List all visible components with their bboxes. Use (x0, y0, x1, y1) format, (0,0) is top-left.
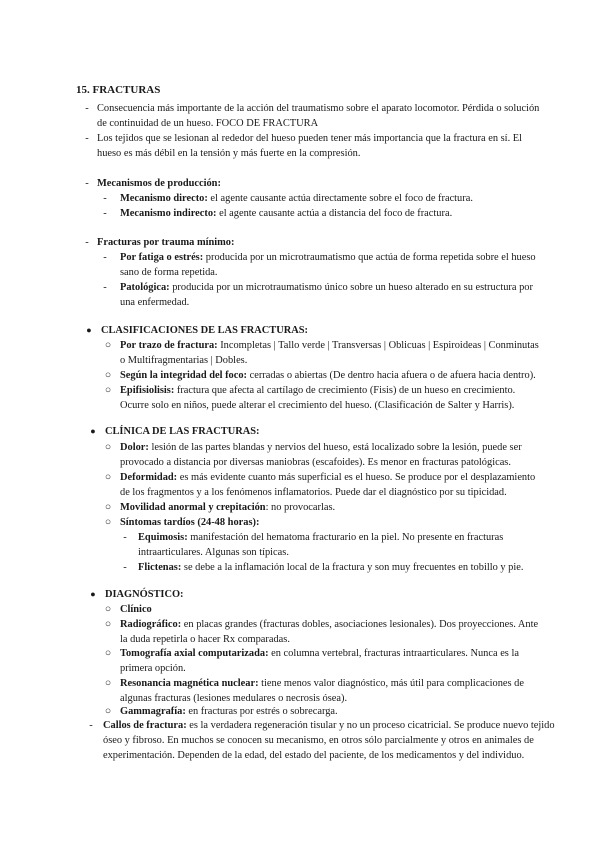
circle-marker: ○ (104, 678, 112, 689)
circle-marker: ○ (104, 370, 112, 381)
item-label: Equimosis: (138, 532, 188, 543)
item-text: tiene menos valor diagnóstico, más útil para complicaciones de algunas fracturas (lesiones medulares o necrosis ósea). (120, 678, 524, 704)
dash-marker: - (89, 720, 93, 731)
item-text: se debe a la inflamación local de la fractura y son muy frecuentes en tobillo y pie. (181, 562, 524, 573)
item-text: producida por un microtraumatismo único sobre un hueso alterado en su estructura por una enfermedad. (120, 282, 533, 308)
dash-marker: - (123, 562, 127, 573)
item-text: el agente causante actúa directamente sobre el foco de fractura. (207, 193, 473, 204)
item-text: manifestación del hematoma fracturario en la piel. No presente en fracturas intraarticulares. Algunas son típicas. (138, 532, 504, 558)
circle-marker: ○ (104, 340, 112, 351)
circle-marker: ○ (104, 472, 112, 483)
item-label: Dolor: (120, 442, 149, 453)
item-text: el agente causante actúa a distancia del foco de fractura. (216, 208, 453, 219)
section-heading: DIAGNÓSTICO: (105, 589, 184, 600)
item-text: lesión de las partes blandas y nervios del hueso, está localizado sobre la lesión, puede ser provocado a distancia por diversas maniobras (escafoides). Es menor en fracturas patológicas. (120, 442, 522, 468)
item-text: en columna vertebral, fracturas intraarticulares. Nunca es la primera opción. (120, 648, 519, 674)
item-text: en placas grandes (fracturas dobles, asociaciones lesionales). Dos proyecciones. Ante la duda repetirla o hacer Rx comparadas. (120, 619, 539, 645)
dash-marker: - (85, 103, 89, 114)
bullet-marker: ● (90, 426, 96, 436)
item-label: Clínico (120, 604, 152, 615)
circle-marker: ○ (104, 604, 112, 615)
circle-marker: ○ (104, 648, 112, 659)
circle-marker: ○ (104, 442, 112, 453)
section-heading: Mecanismos de producción: (97, 178, 221, 189)
section-heading: CLASIFICACIONES DE LAS FRACTURAS: (101, 325, 308, 336)
item-label: Síntomas tardíos (24-48 horas): (120, 517, 260, 528)
circle-marker: ○ (104, 619, 112, 630)
item-label: Callos de fractura: (103, 720, 187, 731)
page-title: 15. FRACTURAS (76, 84, 161, 96)
item-text: Incompletas | Tallo verde | Transversas | Oblicuas | Espiroideas | Conminutas o Multifragmentarias | Dobles. (120, 340, 539, 366)
circle-marker: ○ (104, 385, 112, 396)
item-text: en fracturas por estrés o sobrecarga. (185, 706, 338, 717)
item-label: Mecanismo indirecto: (120, 208, 217, 219)
item-label: Según la integridad del foco: (120, 370, 248, 381)
item-label: Epifisiolisis: (120, 385, 175, 396)
item-label: Radiográfico: (120, 619, 182, 630)
item-label: Por fatiga o estrés: (120, 252, 204, 263)
dash-marker: - (123, 532, 127, 543)
item-label: Mecanismo directo: (120, 193, 208, 204)
bullet-marker: ● (90, 589, 96, 599)
item-label: Gammagrafía: (120, 706, 186, 717)
bullet-marker: ● (86, 325, 92, 335)
dash-marker: - (103, 282, 107, 293)
dash-marker: - (85, 133, 89, 144)
item-label: Deformidad: (120, 472, 178, 483)
intro-text: Consecuencia más importante de la acción del traumatismo sobre el aparato locomotor. Pérdida o solución de continuidad de un hueso. FOCO DE FRACTURA (97, 103, 540, 129)
dash-marker: - (103, 193, 107, 204)
item-label: Resonancia magnética nuclear: (120, 678, 259, 689)
item-text: es más evidente cuanto más superficial es el hueso. Se produce por el desplazamiento de los fragmentos y a los fenómenos inflamatorios. Puede dar el diagnóstico por su tipicidad. (120, 472, 536, 498)
item-label: Por trazo de fractura: (120, 340, 218, 351)
circle-marker: ○ (104, 502, 112, 513)
dash-marker: - (85, 178, 89, 189)
item-text: es la verdadera regeneración tisular y no un proceso cicatricial. Se produce nuevo tejido óseo y fibroso. En muchos se conocen su mecanismo, en otros sólo parcialmente y otros en animales de experimentación. Dependen de la edad, del estado del paciente, de los medicamentos y del individuo. (103, 720, 555, 761)
intro-text: Los tejidos que se lesionan al rededor del hueso pueden tener más importancia que la fractura en sí. El hueso es más débil en la tensión y más fuerte en la compresión. (97, 133, 523, 159)
item-label: Movilidad anormal y crepitación (120, 502, 266, 513)
item-text: producida por un microtraumatismo que actúa de forma repetida sobre el hueso sano de forma repetida. (120, 252, 536, 278)
section-heading: CLÍNICA DE LAS FRACTURAS: (105, 426, 260, 437)
item-label: Patológica: (120, 282, 170, 293)
item-label: Flictenas: (138, 562, 182, 573)
dash-marker: - (103, 208, 107, 219)
circle-marker: ○ (104, 706, 112, 717)
dash-marker: - (103, 252, 107, 263)
dash-marker: - (85, 237, 89, 248)
section-heading: Fracturas por trauma mínimo: (97, 237, 235, 248)
item-text: : no provocarlas. (265, 502, 336, 513)
circle-marker: ○ (104, 517, 112, 528)
item-label: Tomografía axial computarizada: (120, 648, 269, 659)
item-text: fractura que afecta al cartílago de crecimiento (Fisis) de un hueso en crecimiento. Ocurre solo en niños, puede alterar el crecimiento del hueso. (Clasificación de Salter y Harris). (120, 385, 516, 411)
item-text: cerradas o abiertas (De dentro hacia afuera o de afuera hacia dentro). (247, 370, 536, 381)
